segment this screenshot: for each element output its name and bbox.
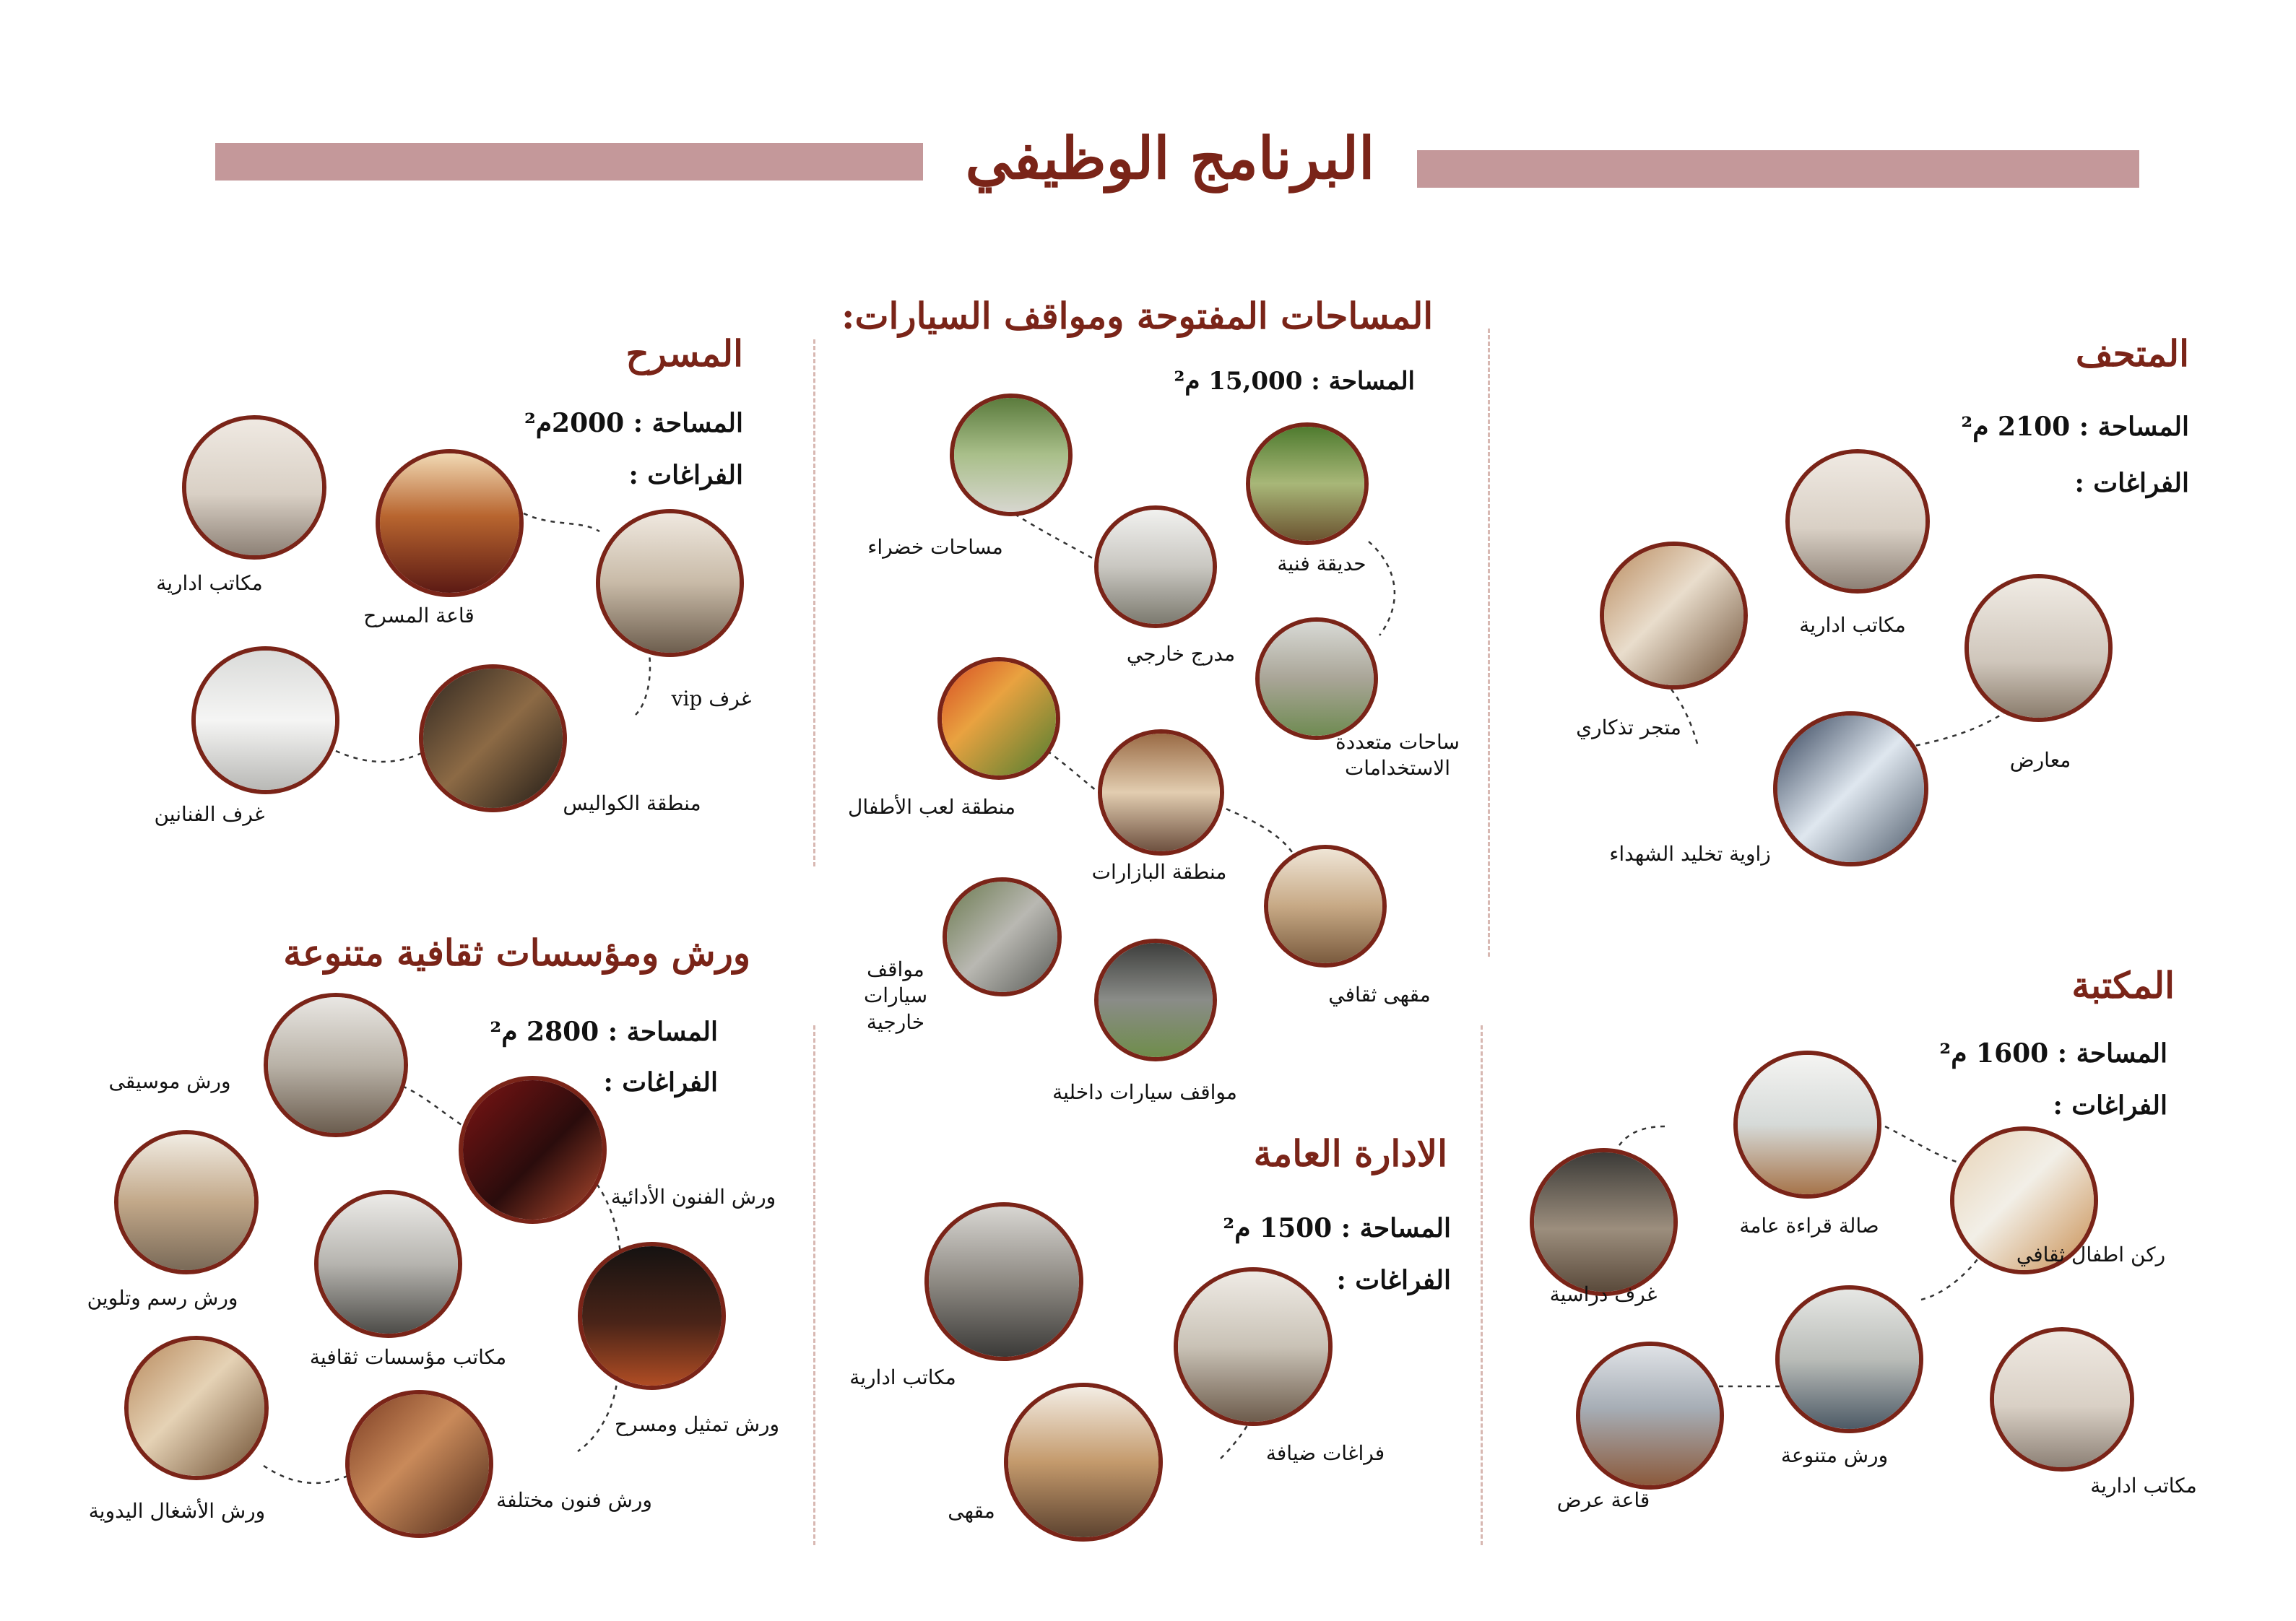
- ws-item-various-arts: ورش فنون مختلفة: [496, 1488, 652, 1512]
- admin-item-hospitality: فراغات ضيافة: [1265, 1441, 1385, 1465]
- open-plaza-photo: [1255, 617, 1378, 740]
- open-item-playground: منطقة لعب الأطفال: [848, 795, 1015, 819]
- theater-office-photo: [182, 415, 326, 560]
- open-item-plaza: ساحات متعددة الاستخدامات: [1335, 730, 1460, 781]
- theater-title: المسرح: [625, 332, 743, 375]
- administration-spaces-label: الفراغات :: [1336, 1265, 1451, 1295]
- museum-memorial-photo: [1773, 711, 1928, 866]
- ws-institution-office-photo: [314, 1190, 462, 1338]
- museum-office-photo: [1785, 449, 1930, 594]
- library-workshop-photo: [1775, 1285, 1923, 1433]
- page-title: البرنامج الوظيفي: [965, 124, 1375, 192]
- workshops-area: المساحة : 2800 م²: [490, 1017, 718, 1047]
- ws-painting-photo: [114, 1130, 259, 1274]
- administration-title: الادارة العامة: [1253, 1132, 1447, 1175]
- workshops-spaces-label: الفراغات :: [603, 1067, 718, 1098]
- open-item-outdoor-parking: مواقف سيارات خارجية: [863, 957, 928, 1034]
- open-art-garden-photo: [1246, 422, 1369, 545]
- admin-hospitality-photo: [1174, 1267, 1333, 1426]
- museum-item-gallery: معارض: [2009, 748, 2071, 772]
- ws-acting-photo: [578, 1242, 726, 1390]
- open-spaces-area: المساحة : 15,000 م²: [1174, 367, 1415, 396]
- ws-item-acting: ورش تمثيل ومسرح: [614, 1412, 780, 1436]
- library-item-kids-corner: ركن اطفال ثقافي: [2016, 1243, 2166, 1266]
- ws-item-handicrafts: ورش الأشغال اليدوية: [88, 1499, 266, 1523]
- ws-item-institution-office: مكاتب مؤسسات ثقافية: [309, 1345, 507, 1369]
- open-spaces-title: المساحات المفتوحة ومواقف السيارات:: [841, 295, 1434, 337]
- open-item-cafe: مقهى ثقافي: [1328, 983, 1431, 1007]
- open-item-bazaar: منطقة البازارات: [1091, 860, 1227, 884]
- library-office-photo: [1990, 1327, 2134, 1472]
- open-playground-photo: [937, 657, 1060, 780]
- museum-item-office: مكاتب ادارية: [1799, 613, 1906, 637]
- open-item-amphitheater: مدرج خارجي: [1126, 642, 1236, 666]
- library-item-study-room: غرف دراسية: [1549, 1282, 1658, 1306]
- open-cafe-photo: [1264, 845, 1387, 968]
- theater-item-office: مكاتب ادارية: [156, 571, 263, 595]
- open-item-indoor-parking: مواقف سيارات داخلية: [1052, 1080, 1237, 1104]
- library-item-auditorium: قاعة عرض: [1556, 1488, 1650, 1512]
- museum-item-memorial: زاوية تخليد الشهداء: [1609, 842, 1771, 866]
- admin-item-cafe: مقهى: [948, 1499, 995, 1523]
- library-item-workshop: ورش متنوعة: [1780, 1443, 1889, 1467]
- open-item-art-garden: حديقة فنية: [1277, 552, 1366, 575]
- workshops-title: ورش ومؤسسات ثقافية متنوعة: [283, 931, 750, 974]
- museum-title: المتحف: [2075, 332, 2189, 375]
- museum-area: المساحة : 2100 م²: [1961, 412, 2189, 442]
- museum-item-shop: متجر تذكاري: [1576, 716, 1681, 739]
- theater-hall-photo: [376, 449, 524, 597]
- open-bazaar-photo: [1098, 729, 1224, 856]
- theater-item-artists-room: غرف الفنانين: [154, 802, 265, 826]
- theater-item-vip-room: غرف vip: [671, 687, 752, 710]
- library-spaces-label: الفراغات :: [2053, 1090, 2167, 1121]
- library-area: المساحة : 1600 م²: [1939, 1038, 2167, 1069]
- theater-artists-room-photo: [191, 646, 339, 794]
- open-outdoor-parking-photo: [943, 877, 1062, 996]
- ws-music-photo: [264, 993, 408, 1137]
- admin-cafe-photo: [1004, 1383, 1163, 1542]
- museum-shop-photo: [1600, 542, 1748, 690]
- ws-various-arts-photo: [345, 1390, 493, 1538]
- ws-item-painting: ورش رسم وتلوين: [87, 1286, 238, 1310]
- open-indoor-parking-photo: [1094, 939, 1217, 1061]
- library-auditorium-photo: [1576, 1342, 1724, 1490]
- theater-item-backstage: منطقة الكواليس: [563, 791, 701, 815]
- administration-area: المساحة : 1500 م²: [1223, 1213, 1451, 1243]
- theater-backstage-photo: [419, 664, 567, 812]
- ws-item-music: ورش موسيقى: [108, 1069, 231, 1093]
- ws-item-performing-arts: ورش الفنون الأدائية: [610, 1185, 776, 1209]
- theater-vip-room-photo: [596, 509, 744, 657]
- open-green-space-photo: [950, 394, 1073, 516]
- admin-office-photo: [924, 1202, 1083, 1361]
- library-item-office: مكاتب ادارية: [2090, 1474, 2197, 1498]
- open-item-green-space: مساحات خضراء: [867, 535, 1003, 559]
- theater-item-hall: قاعة المسرح: [363, 604, 475, 627]
- library-reading-hall-photo: [1733, 1051, 1881, 1199]
- ws-performing-arts-photo: [459, 1076, 607, 1224]
- museum-gallery-photo: [1964, 574, 2113, 722]
- ws-handicrafts-photo: [124, 1336, 269, 1480]
- museum-spaces-label: الفراغات :: [2074, 468, 2189, 498]
- theater-area: المساحة : 2000م²: [524, 408, 743, 438]
- library-item-reading-hall: صالة قراءة عامة: [1739, 1214, 1879, 1238]
- open-amphitheater-photo: [1094, 505, 1217, 628]
- library-study-room-photo: [1530, 1148, 1678, 1296]
- theater-spaces-label: الفراغات :: [628, 460, 743, 490]
- admin-item-office: مكاتب ادارية: [849, 1365, 956, 1389]
- library-title: المكتبة: [2071, 964, 2175, 1007]
